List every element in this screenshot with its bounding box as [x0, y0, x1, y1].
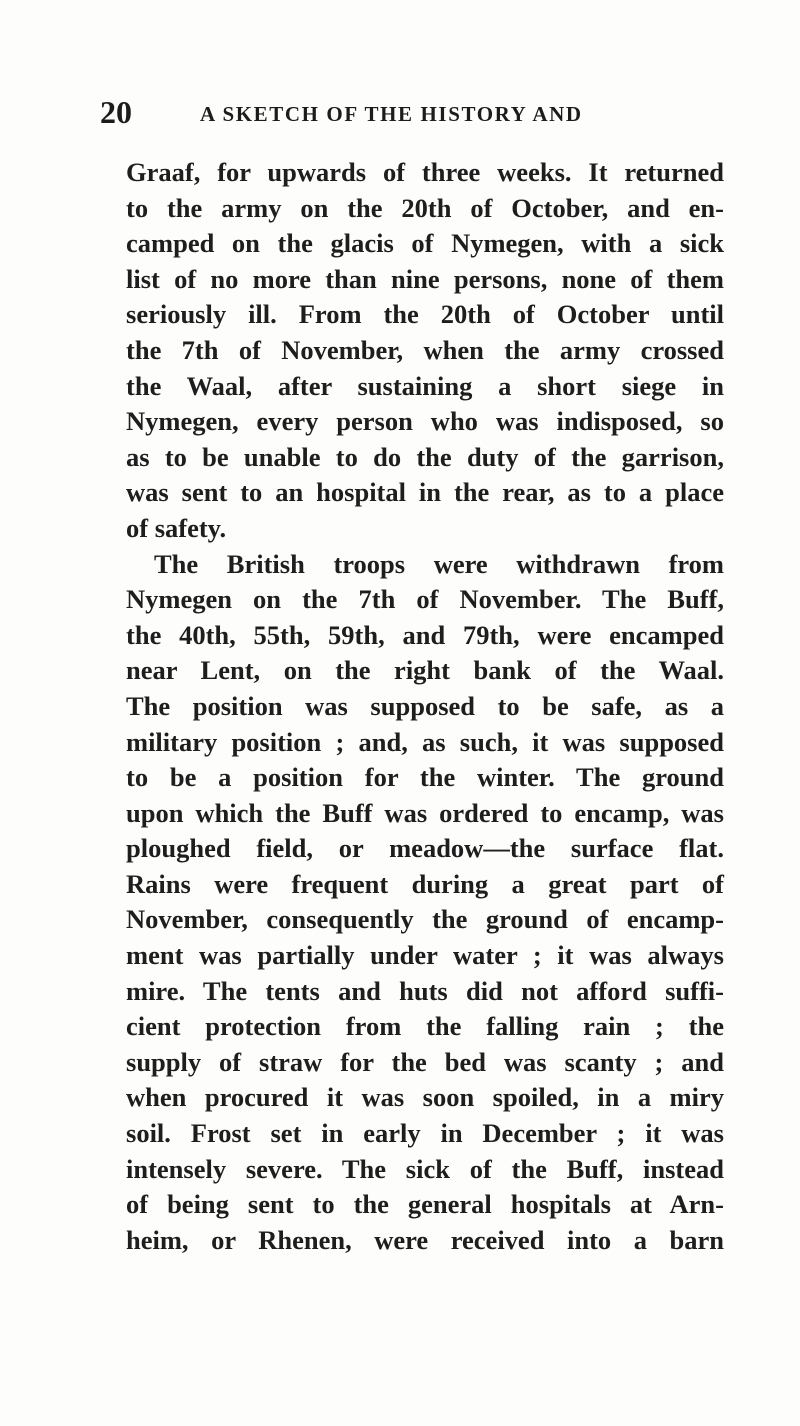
- text-line: to be a position for the winter. The ground: [126, 762, 724, 793]
- text-line: cient protection from the falling rain ; the: [126, 1011, 724, 1042]
- text-line: November, consequently the ground of encamp-: [126, 904, 724, 935]
- text-line: when procured it was soon spoiled, in a miry: [126, 1082, 724, 1113]
- text-line: ment was partially under water ; it was always: [126, 940, 724, 971]
- text-line: heim, or Rhenen, were received into a barn: [126, 1224, 724, 1255]
- text-line: the 40th, 55th, 59th, and 79th, were encamped: [126, 619, 724, 650]
- text-line: intensely severe. The sick of the Buff, instead: [126, 1153, 724, 1184]
- text-line: Graaf, for upwards of three weeks. It returned: [126, 157, 724, 187]
- text-line: military position ; and, as such, it was supposed: [126, 726, 724, 757]
- text-line: Rains were frequent during a great part of: [126, 868, 724, 899]
- body-text: [126, 155, 724, 1258]
- text-line: Nymegen, every person who was indisposed, so: [126, 406, 724, 437]
- text-line: of safety.: [126, 512, 227, 543]
- text-line: soil. Frost set in early in December ; it was: [126, 1118, 724, 1149]
- text-line: the Waal, after sustaining a short siege in: [126, 370, 724, 401]
- text-line: supply of straw for the bed was scanty ; and: [126, 1046, 724, 1077]
- running-title: A SKETCH OF THE HISTORY AND: [200, 102, 583, 126]
- text-line: to the army on the 20th of October, and en-: [126, 192, 724, 223]
- text-line: of being sent to the general hospitals at Arn-: [126, 1189, 724, 1220]
- text-line: The position was supposed to be safe, as a: [126, 690, 724, 721]
- text-line: the 7th of November, when the army crossed: [126, 334, 724, 365]
- text-line: Nymegen on the 7th of November. The Buff,: [126, 584, 724, 615]
- text-line: list of no more than nine persons, none of them: [126, 263, 724, 294]
- text-line: seriously ill. From the 20th of October until: [126, 299, 724, 330]
- text-line: near Lent, on the right bank of the Waal.: [126, 655, 724, 686]
- text-line: ploughed field, or meadow—the surface flat.: [126, 833, 724, 864]
- text-line: upon which the Buff was ordered to encamp, was: [126, 797, 724, 828]
- text-line: as to be unable to do the duty of the garrison,: [126, 441, 724, 472]
- text-line: was sent to an hospital in the rear, as to a place: [126, 477, 724, 508]
- page-number: 20: [100, 94, 132, 130]
- running-head: [100, 92, 740, 132]
- text-line: The British troops were withdrawn from: [154, 548, 724, 579]
- text-line: mire. The tents and huts did not afford suffi-: [126, 975, 724, 1006]
- text-line: camped on the glacis of Nymegen, with a sick: [126, 228, 724, 259]
